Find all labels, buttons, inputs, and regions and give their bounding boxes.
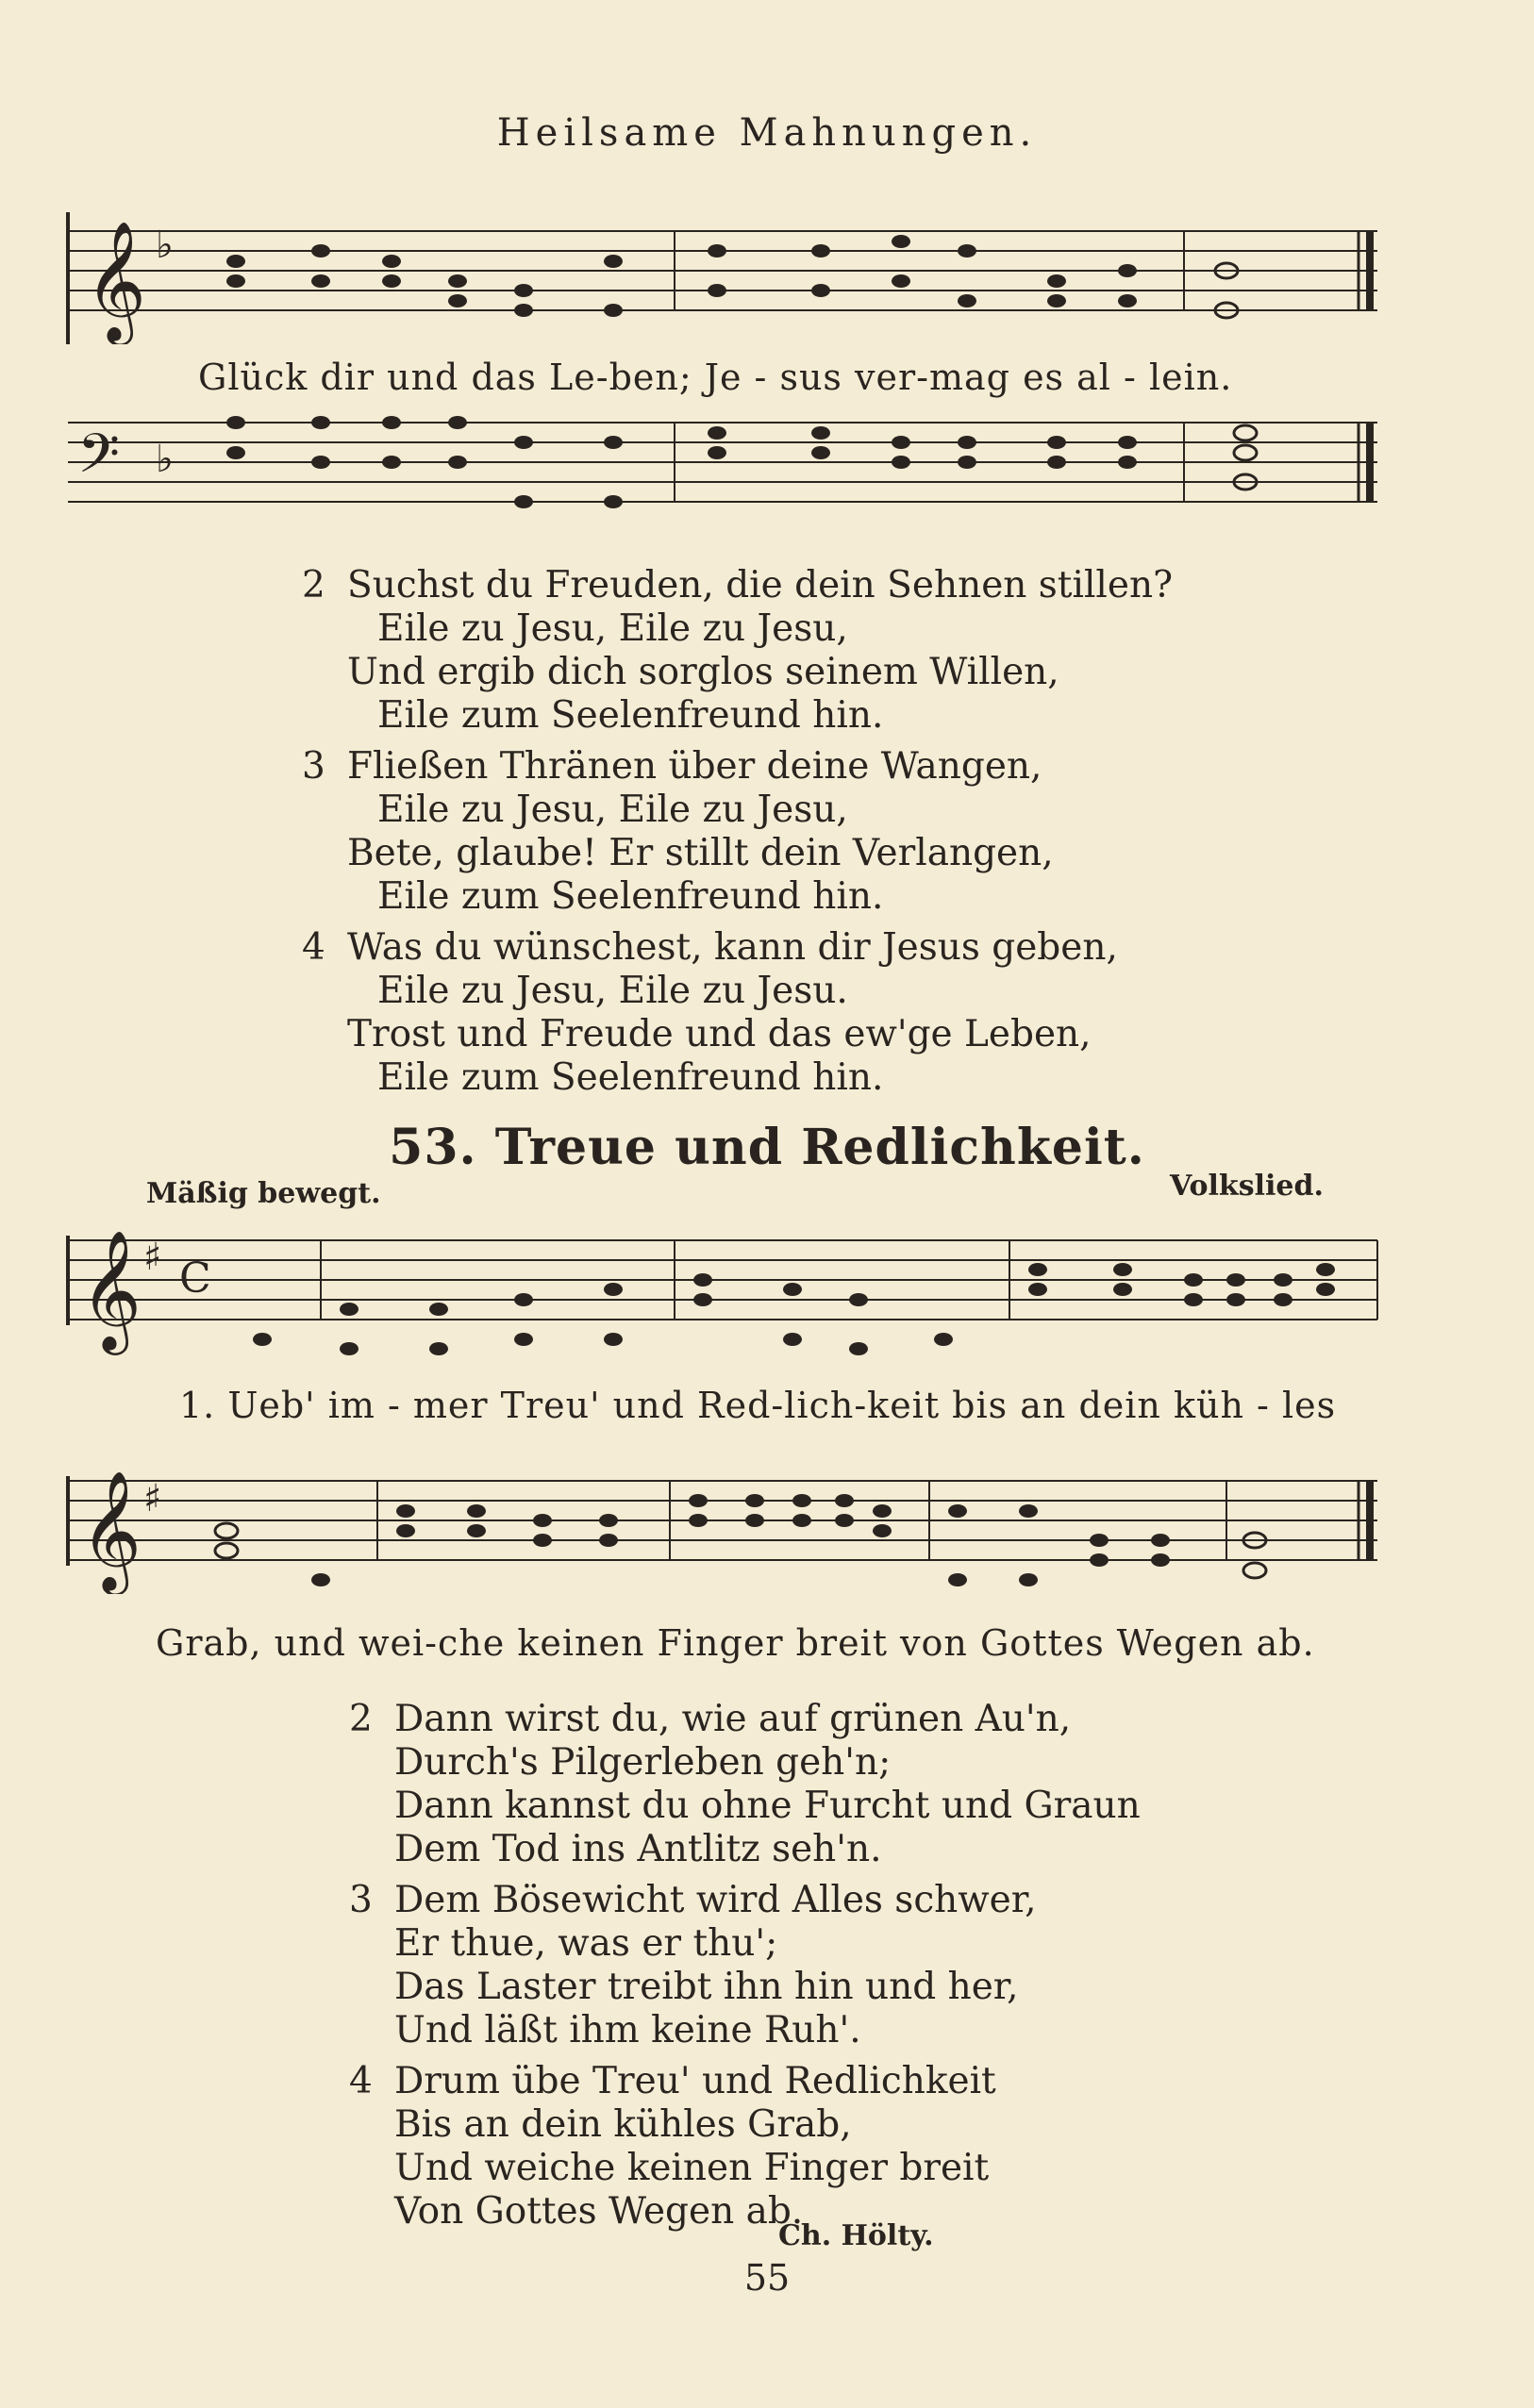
- svg-text:𝄞: 𝄞: [80, 1470, 142, 1590]
- verse: [302, 564, 1173, 738]
- verse-line: Durch's Pilgerleben geh'n;: [394, 1741, 892, 1784]
- verse-line: [349, 1698, 1141, 1741]
- lyric-line-hymn53-1: 1. Ueb' im - mer Treu' und Red-lich-keit bis an dein küh - les: [179, 1385, 1337, 1426]
- verse-number: 2: [302, 564, 325, 606]
- verse-line: Er thue, was er thu';: [394, 1922, 778, 1965]
- music-staff-bass-52: [0, 406, 1534, 547]
- svg-text:♯: ♯: [143, 1477, 162, 1520]
- svg-text:♭: ♭: [156, 224, 174, 267]
- page-number: 55: [743, 2257, 791, 2299]
- svg-text:♭: ♭: [156, 438, 174, 481]
- verse-number: 3: [302, 745, 325, 788]
- svg-text:𝄢: 𝄢: [77, 422, 121, 499]
- music-staff-53-line-1: [0, 1217, 1534, 1358]
- verse-line: Und ergib dich sorglos seinem Willen,: [347, 651, 1059, 693]
- hymn-title: 53. Treue und Redlichkeit.: [389, 1119, 1145, 1176]
- verse-text: Fließen Thränen über deine Wangen,: [347, 745, 1042, 788]
- verse: [302, 745, 1173, 919]
- verse-line: Trost und Freude und das ew'ge Leben,: [347, 1013, 1092, 1055]
- verse-line: Und läßt ihm keine Ruh'.: [394, 2009, 861, 2051]
- verse: [349, 1879, 1141, 2052]
- verse-number: 3: [349, 1879, 373, 1921]
- verse-line: Das Laster treibt ihn hin und her,: [394, 1966, 1019, 2008]
- verse-line: Eile zu Jesu, Eile zu Jesu,: [377, 607, 848, 650]
- svg-text:𝄞: 𝄞: [85, 220, 147, 340]
- verse-line: Eile zum Seelenfreund hin.: [377, 875, 884, 918]
- verse-text: Dann wirst du, wie auf grünen Au'n,: [394, 1698, 1072, 1740]
- verse: [349, 1698, 1141, 1871]
- verse-line: [302, 745, 1173, 789]
- verse-line: Von Gottes Wegen ab.: [394, 2190, 804, 2233]
- verse-line: Und weiche keinen Finger breit: [394, 2147, 990, 2189]
- source-attribution: Volkslied.: [1170, 1170, 1324, 1203]
- hymn53-verses: [349, 1698, 1141, 2234]
- music-staff-treble-52: [0, 203, 1534, 344]
- verse: [302, 926, 1173, 1100]
- verse-line: Eile zu Jesu, Eile zu Jesu,: [377, 789, 848, 831]
- svg-text:♯: ♯: [143, 1236, 162, 1279]
- verse-text: Drum übe Treu' und Redlichkeit: [394, 2060, 996, 2102]
- verse-line: Dem Tod ins Antlitz seh'n.: [394, 1828, 882, 1870]
- running-title: Heilsame Mahnungen.: [496, 111, 1038, 155]
- verse-text: Was du wünschest, kann dir Jesus geben,: [347, 926, 1118, 969]
- verse-number: 2: [349, 1698, 373, 1740]
- verse-line: Bis an dein kühles Grab,: [394, 2103, 852, 2146]
- verse-line: Eile zum Seelenfreund hin.: [377, 694, 884, 737]
- lyric-line-hymn52: Glück dir und das Le-ben; Je - sus ver-mag es al - lein.: [198, 357, 1233, 398]
- verse-line: [349, 1879, 1141, 1922]
- verse-text: Suchst du Freuden, die dein Sehnen stillen?: [347, 564, 1174, 606]
- tempo-marking: Mäßig bewegt.: [146, 1177, 381, 1210]
- verse-number: 4: [302, 926, 325, 969]
- verse-line: Bete, glaube! Er stillt dein Verlangen,: [347, 832, 1054, 874]
- verse-line: Eile zu Jesu, Eile zu Jesu.: [377, 970, 848, 1012]
- author-attribution: Ch. Hölty.: [778, 2219, 934, 2252]
- verse-line: Dann kannst du ohne Furcht und Graun: [394, 1785, 1141, 1827]
- verse-line: [302, 564, 1173, 607]
- verse-line: [349, 2060, 1141, 2103]
- verse: [349, 2060, 1141, 2234]
- svg-text:𝄞: 𝄞: [80, 1229, 142, 1350]
- verse-line: Eile zum Seelenfreund hin.: [377, 1056, 884, 1099]
- verse-text: Dem Bösewicht wird Alles schwer,: [394, 1879, 1037, 1921]
- svg-text:C: C: [179, 1254, 211, 1303]
- verse-line: [302, 926, 1173, 970]
- hymn52-verses: [302, 564, 1173, 1100]
- verse-number: 4: [349, 2060, 373, 2102]
- music-staff-53-line-2: [0, 1453, 1534, 1594]
- lyric-line-hymn53-2: Grab, und wei-che keinen Finger breit von Gottes Wegen ab.: [156, 1622, 1315, 1664]
